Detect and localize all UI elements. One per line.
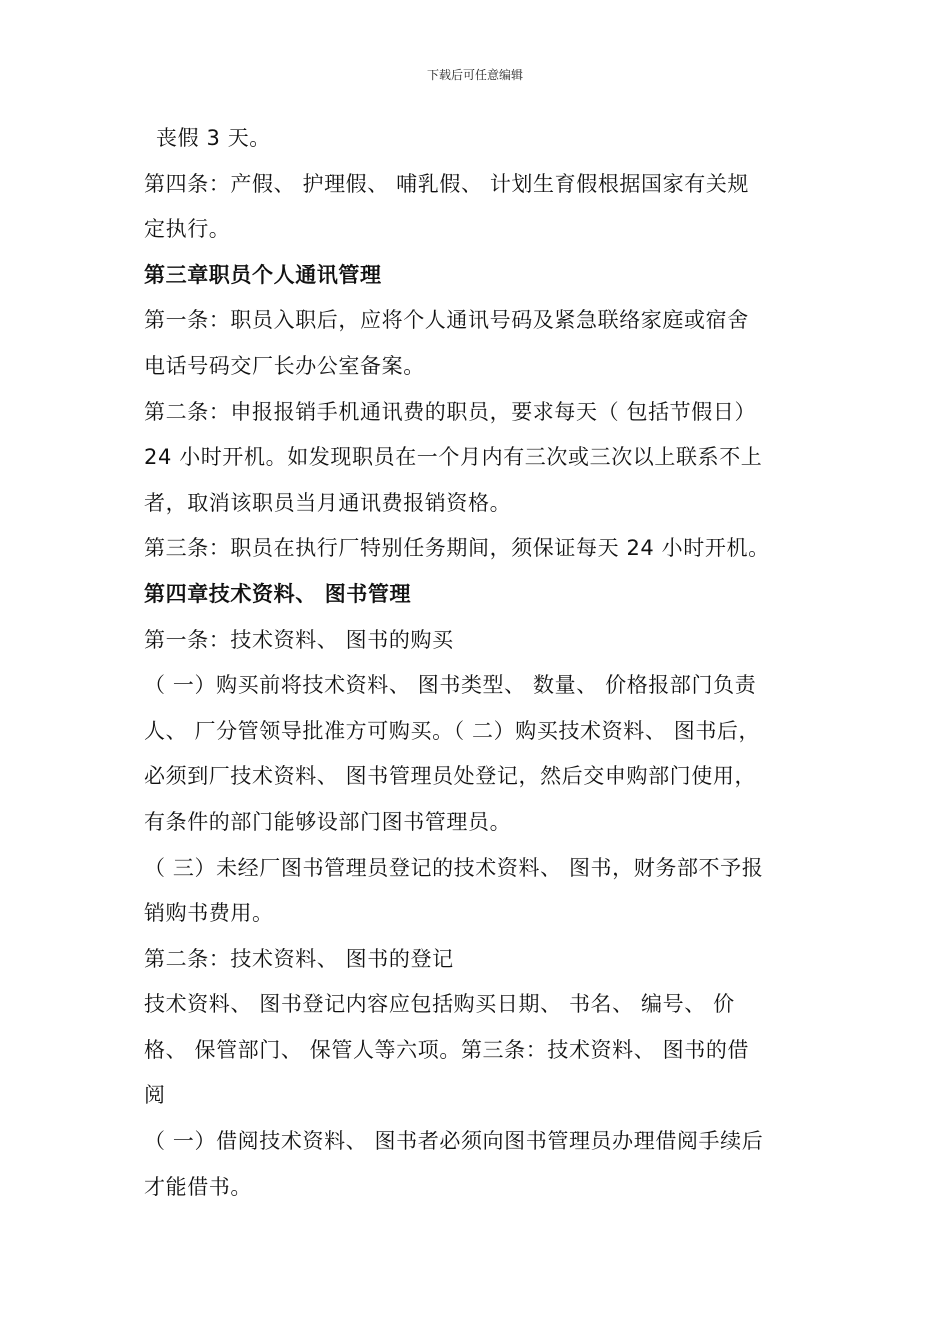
text-line: 第一条：技术资料、 图书的购买 <box>144 627 454 652</box>
text-line: 第三条：职员在执行厂特别任务期间，须保证每天 24 小时开机。 <box>144 536 770 561</box>
section-heading: 第四章技术资料、 图书管理 <box>144 581 412 606</box>
text-line: 第四条：产假、 护理假、 哺乳假、 计划生育假根据国家有关规 <box>144 171 750 196</box>
text-line: （ 一）购买前将技术资料、 图书类型、 数量、 价格报部门负责 <box>144 673 757 698</box>
text-line: 者，取消该职员当月通讯费报销资格。 <box>144 490 512 515</box>
text-line: （ 三）未经厂图书管理员登记的技术资料、 图书，财务部不予报 <box>144 855 764 880</box>
text-line: 格、 保管部门、 保管人等六项。第三条：技术资料、 图书的借 <box>144 1037 750 1062</box>
text-line: 有条件的部门能够设部门图书管理员。 <box>144 809 512 834</box>
text-line: （ 一）借阅技术资料、 图书者必须向图书管理员办理借阅手续后 <box>144 1129 764 1154</box>
text-line: 24 小时开机。如发现职员在一个月内有三次或三次以上联系不上 <box>144 445 763 470</box>
section-heading: 第三章职员个人通讯管理 <box>144 262 382 287</box>
text-line: 第一条：职员入职后，应将个人通讯号码及紧急联络家庭或宿舍 <box>144 308 749 333</box>
text-line: 才能借书。 <box>144 1174 252 1199</box>
text-line: 电话号码交厂长办公室备案。 <box>144 353 425 378</box>
text-line: 必须到厂技术资料、 图书管理员处登记，然后交申购部门使用， <box>144 764 757 789</box>
text-line: 销购书费用。 <box>144 901 274 926</box>
text-line: 丧假 3 天。 <box>156 126 271 150</box>
text-line: 人、 厂分管领导批准方可购买。（ 二）购买技术资料、 图书后， <box>144 718 761 743</box>
text-line: 技术资料、 图书登记内容应包括购买日期、 书名、 编号、 价 <box>144 992 735 1017</box>
document-body <box>144 116 816 1210</box>
text-line: 定执行。 <box>144 217 231 242</box>
page-header: 下载后可任意编辑 <box>426 68 523 82</box>
text-line: 第二条：申报报销手机通讯费的职员，要求每天（ 包括节假日） <box>144 399 757 424</box>
text-line: 阅 <box>144 1083 166 1108</box>
text-line: 第二条：技术资料、 图书的登记 <box>144 946 454 971</box>
